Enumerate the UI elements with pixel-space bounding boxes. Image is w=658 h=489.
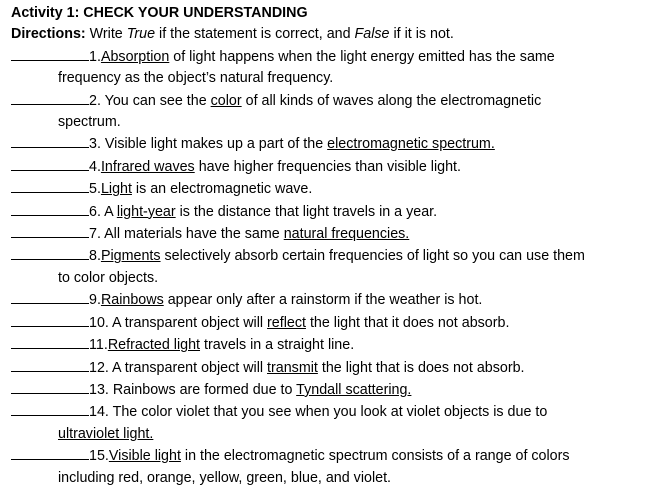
statement-item-14 — [11, 401, 647, 423]
statement-key-term: color — [210, 92, 242, 109]
directions-text-3: if it is not. — [389, 26, 454, 43]
statement-item-8 — [11, 245, 647, 267]
statement-text-rest: of light happens when the light energy emitted has the same — [169, 48, 555, 65]
statement-item-5 — [11, 178, 647, 200]
statement-text: 15. — [89, 448, 109, 465]
statement-key-term: Light — [100, 181, 132, 198]
statement-item-7 — [11, 223, 647, 245]
directions — [11, 24, 647, 45]
statement-continuation: frequency as the object’s natural frequency. — [58, 70, 334, 87]
statement-item-1 — [11, 46, 647, 68]
answer-blank[interactable] — [11, 445, 89, 460]
statement-text: 14. The color violet that you see when you look at violet objects is due to — [89, 404, 548, 421]
answer-blank[interactable] — [11, 46, 89, 61]
statement-text-rest: the light that it does not absorb. — [305, 314, 510, 331]
statement-text-rest: appear only after a rainstorm if the weather is hot. — [163, 292, 483, 309]
statement-key-term: transmit — [267, 359, 318, 376]
statement-key-term: ultraviolet light. — [58, 425, 154, 442]
statement-text: 3. Visible light makes up a part of the — [89, 136, 328, 153]
statement-continuation — [11, 424, 647, 445]
answer-blank[interactable] — [11, 245, 89, 260]
statement-key-term: Pigments — [100, 248, 161, 265]
statement-text-rest: have higher frequencies than visible light. — [194, 158, 461, 175]
statement-text: 1. — [89, 48, 101, 65]
statement-key-term: Infrared waves — [100, 158, 195, 175]
directions-text-2: if the statement is correct, and — [155, 26, 355, 43]
answer-blank[interactable] — [11, 90, 89, 105]
statement-item-9 — [11, 289, 647, 311]
statement-key-term: Tyndall scattering. — [296, 381, 412, 398]
answer-blank[interactable] — [11, 289, 89, 304]
statement-text-rest: the light that is does not absorb. — [317, 359, 525, 376]
statement-text-rest: of all kinds of waves along the electromagnetic — [241, 92, 542, 109]
answer-blank[interactable] — [11, 379, 89, 394]
statement-key-term: light-year — [116, 203, 176, 220]
statement-text: 6. A — [89, 203, 117, 220]
statement-key-term: Absorption — [100, 48, 170, 65]
statement-text: 4. — [89, 158, 101, 175]
statement-text: 2. You can see the — [89, 92, 211, 109]
statement-text: 12. A transparent object will — [89, 359, 268, 376]
statement-text: 9. — [89, 292, 101, 309]
directions-true-word: True — [126, 26, 156, 43]
statement-key-term: Rainbows — [100, 292, 164, 309]
statement-text-rest: selectively absorb certain frequencies of light so you can use them — [160, 248, 585, 265]
answer-blank[interactable] — [11, 334, 89, 349]
answer-blank[interactable] — [11, 156, 89, 171]
statement-text-rest: is an electromagnetic wave. — [131, 181, 313, 198]
item-list — [11, 46, 647, 489]
statement-text: 5. — [89, 181, 101, 198]
statement-key-term: natural frequencies. — [283, 226, 410, 243]
statement-text: 13. Rainbows are formed due to — [89, 381, 297, 398]
statement-item-2 — [11, 90, 647, 112]
answer-blank[interactable] — [11, 133, 89, 148]
statement-continuation: spectrum. — [58, 114, 121, 131]
directions-false-word: False — [354, 26, 390, 43]
answer-blank[interactable] — [11, 401, 89, 416]
answer-blank[interactable] — [11, 357, 89, 372]
statement-item-11 — [11, 334, 647, 356]
statement-text: 10. A transparent object will — [89, 314, 268, 331]
statement-continuation: to color objects. — [58, 269, 159, 286]
answer-blank[interactable] — [11, 201, 89, 216]
statement-key-term: Visible light — [108, 448, 181, 465]
statement-item-3 — [11, 133, 647, 155]
statement-item-4 — [11, 156, 647, 178]
answer-blank[interactable] — [11, 312, 89, 327]
statement-text: 7. All materials have the same — [89, 226, 284, 243]
statement-text: 8. — [89, 248, 101, 265]
statement-item-6 — [11, 201, 647, 223]
statement-key-term: reflect — [267, 314, 306, 331]
statement-text-rest: is the distance that light travels in a year. — [175, 203, 438, 220]
directions-text-1: Write — [85, 26, 127, 43]
statement-item-15 — [11, 445, 647, 467]
answer-blank[interactable] — [11, 178, 89, 193]
statement-text-rest: travels in a straight line. — [200, 337, 355, 354]
statement-text-rest: in the electromagnetic spectrum consists of a range of colors — [180, 448, 570, 465]
statement-key-term: Refracted light — [107, 337, 201, 354]
directions-label: Directions: — [11, 26, 86, 43]
statement-item-13 — [11, 379, 647, 401]
answer-blank[interactable] — [11, 223, 89, 238]
statement-item-10 — [11, 312, 647, 334]
statement-key-term: electromagnetic spectrum. — [327, 136, 495, 153]
activity-title: Activity 1: CHECK YOUR UNDERSTANDING — [11, 5, 308, 21]
statement-continuation: including red, orange, yellow, green, blue, and violet. — [58, 469, 392, 486]
statement-item-12 — [11, 357, 647, 379]
statement-text: 11. — [89, 337, 108, 354]
